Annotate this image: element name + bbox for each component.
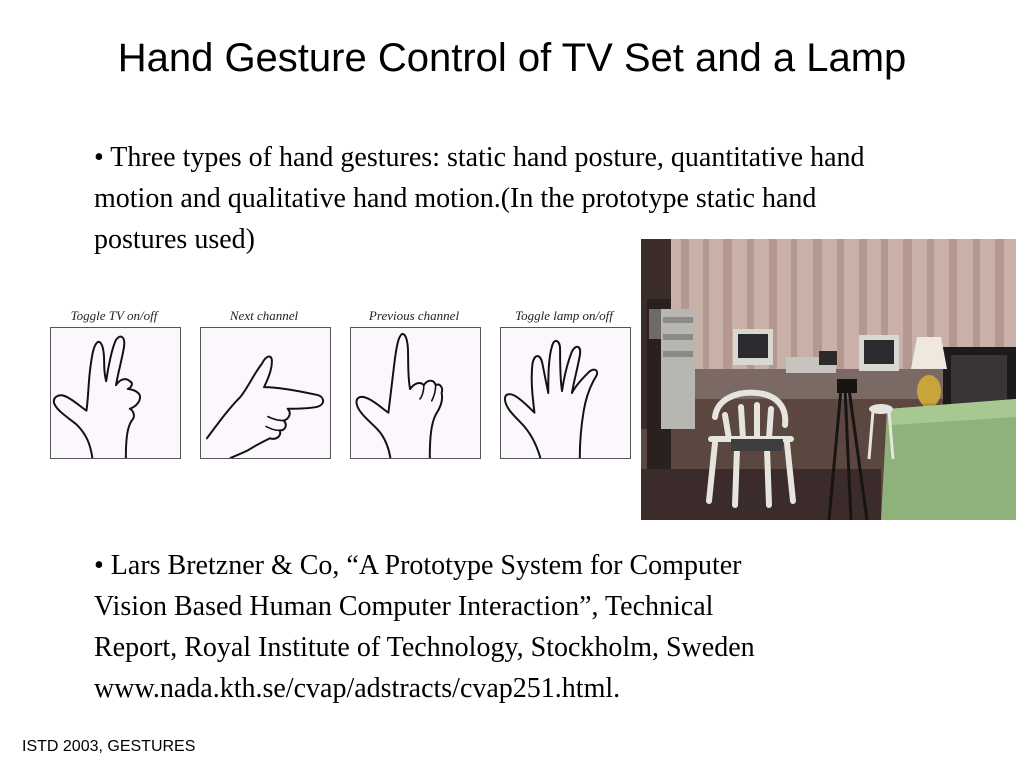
bullet-gesture-types: • Three types of hand gestures: static hand posture, quantitative hand motion and qualitative hand motion.(In the prototype static hand postures used)	[94, 142, 865, 255]
pointing-hand-icon	[201, 328, 330, 458]
gesture-image	[200, 327, 331, 459]
gesture-caption: Next channel	[229, 308, 299, 323]
gesture-previous-channel	[344, 306, 484, 466]
slide-title: Hand Gesture Control of TV Set and a Lamp	[117, 36, 907, 80]
room-photo	[641, 239, 1016, 520]
index-finger-hand-icon	[351, 328, 480, 458]
reference-line: Vision Based Human Computer Interaction”, Technical	[94, 591, 714, 622]
room-with-tv-lamp-and-chair-photo	[641, 239, 1016, 520]
gesture-caption: Toggle TV on/off	[70, 308, 158, 323]
slide-footer: ISTD 2003, GESTURES	[22, 738, 196, 755]
gesture-toggle-lamp	[494, 306, 634, 466]
reference-line: • Lars Bretzner & Co, “A Prototype System for Computer	[94, 550, 742, 581]
bullet-reference	[94, 545, 914, 709]
gesture-strip	[44, 306, 644, 466]
gesture-image	[50, 327, 181, 459]
reference-url: www.nada.kth.se/cvap/adstracts/cvap251.html.	[94, 673, 621, 704]
gesture-caption: Toggle lamp on/off	[515, 308, 613, 323]
gesture-caption: Previous channel	[368, 308, 460, 323]
gesture-next-channel	[194, 306, 334, 466]
reference-line: Report, Royal Institute of Technology, Stockholm, Sweden	[94, 632, 755, 663]
gesture-image	[350, 327, 481, 459]
two-fingers-hand-icon	[51, 328, 180, 458]
gesture-image	[500, 327, 631, 459]
open-hand-icon	[501, 328, 630, 458]
gesture-toggle-tv	[44, 306, 184, 466]
